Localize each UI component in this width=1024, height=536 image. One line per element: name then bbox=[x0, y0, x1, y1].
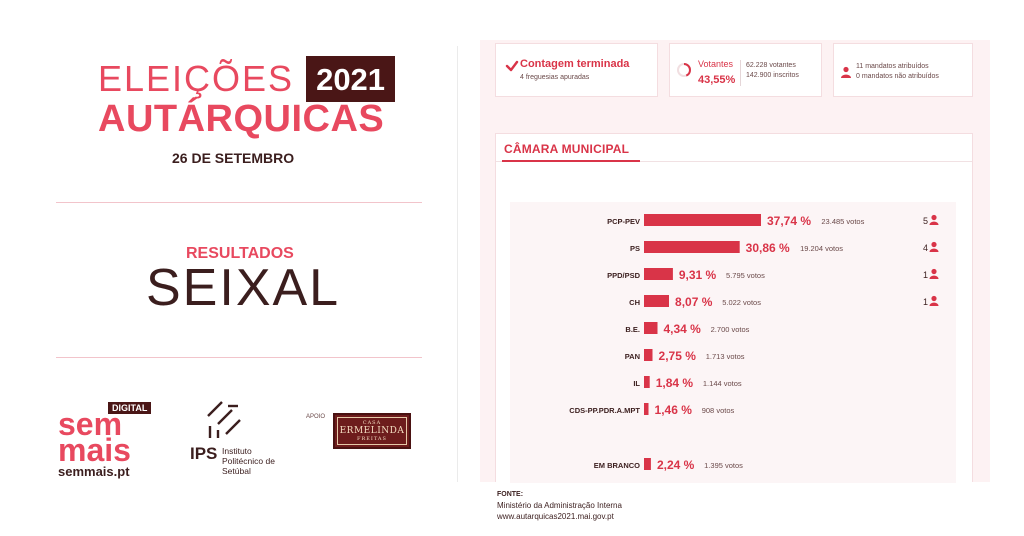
casa-logo-bottom: FREITAS bbox=[357, 436, 387, 442]
ips-text-line2: Politécnico de Setúbal bbox=[222, 456, 275, 476]
mandate-person-icon bbox=[930, 276, 939, 279]
mandate-person-icon bbox=[931, 242, 936, 247]
result-bar bbox=[644, 295, 669, 307]
bar-votes-label: 5.795 votos bbox=[726, 271, 765, 280]
turnout-label: Votantes bbox=[698, 59, 734, 69]
source-line1: Ministério da Administração Interna bbox=[497, 501, 622, 510]
bar-votes-label: 1.144 votos bbox=[702, 379, 742, 388]
bar-category-label: PCP-PEV bbox=[607, 217, 640, 226]
count-status-subtitle: 4 freguesias apuradas bbox=[520, 74, 590, 81]
ips-logo bbox=[190, 400, 300, 476]
bar-votes-label: 908 votos bbox=[701, 406, 735, 415]
result-bar bbox=[644, 322, 658, 334]
left-column bbox=[0, 0, 460, 536]
semmais-logo-line1: sem bbox=[58, 406, 123, 442]
bar-mandates-count: 4 bbox=[922, 243, 928, 253]
count-status-card bbox=[495, 43, 658, 97]
bar-percent-label: 1,46 % bbox=[654, 403, 692, 417]
apoio-label: APOIO bbox=[306, 414, 326, 420]
mandate-person-icon bbox=[931, 215, 936, 220]
turnout-divider bbox=[740, 60, 741, 86]
ips-letters: IPS bbox=[190, 444, 218, 463]
result-bar bbox=[644, 376, 650, 388]
casa-logo-name: ERMELINDA bbox=[339, 426, 405, 436]
semmais-url: semmais.pt bbox=[58, 464, 130, 479]
ips-text bbox=[222, 446, 300, 476]
result-bar bbox=[644, 458, 651, 470]
mandate-person-icon bbox=[930, 249, 939, 252]
bar-category-label: PPD/PSD bbox=[607, 271, 640, 280]
result-bar bbox=[644, 403, 649, 415]
vertical-divider bbox=[457, 46, 458, 482]
bar-mandates-count: 5 bbox=[922, 216, 928, 226]
turnout-ring-icon bbox=[676, 62, 692, 78]
bar-percent-label: 4,34 % bbox=[663, 322, 701, 336]
bar-votes-label: 1.713 votos bbox=[705, 352, 745, 361]
city-name: SEIXAL bbox=[146, 259, 341, 317]
results-bar-chart bbox=[510, 202, 956, 483]
bar-mandates-count: 1 bbox=[922, 297, 928, 307]
divider-top bbox=[56, 202, 422, 203]
bar-percent-label: 2,75 % bbox=[658, 349, 696, 363]
ips-mark-icon bbox=[204, 400, 244, 440]
bar-category-label: CH bbox=[629, 298, 640, 307]
turnout-voters: 62.228 votantes bbox=[746, 62, 796, 69]
turnout-registered: 142.900 inscritos bbox=[746, 72, 799, 79]
results-label: RESULTADOS bbox=[186, 245, 294, 262]
result-bar bbox=[644, 241, 740, 253]
person-icon bbox=[840, 66, 852, 78]
count-status-title: Contagem terminada bbox=[520, 58, 630, 70]
results-panel bbox=[480, 40, 990, 482]
semmais-digital-tag: DIGITAL bbox=[108, 402, 151, 414]
election-title-word: ELEIÇÕES bbox=[98, 58, 295, 99]
result-bar bbox=[644, 268, 673, 280]
mandate-person-icon bbox=[930, 222, 939, 225]
ips-text-line1: Instituto bbox=[222, 446, 252, 456]
election-date: 26 DE SETEMBRO bbox=[172, 150, 295, 166]
bar-votes-label: 2.700 votos bbox=[710, 325, 750, 334]
casa-logo-top: CASA bbox=[362, 420, 382, 426]
section-title: CÂMARA MUNICIPAL bbox=[504, 142, 630, 156]
divider-bottom bbox=[56, 357, 422, 358]
bar-percent-label: 30,86 % bbox=[745, 241, 790, 255]
bar-category-label: B.E. bbox=[625, 325, 640, 334]
bar-category-label: PS bbox=[629, 244, 640, 253]
mandates-assigned: 11 mandatos atribuídos bbox=[856, 63, 929, 70]
bar-votes-label: 5.022 votos bbox=[722, 298, 761, 307]
municipal-council-card bbox=[495, 133, 973, 482]
election-year-badge: 2021 bbox=[306, 56, 395, 102]
bar-percent-label: 37,74 % bbox=[766, 214, 812, 228]
bar-category-label: PAN bbox=[624, 352, 640, 361]
mandate-person-icon bbox=[931, 269, 936, 274]
bar-category-label: IL bbox=[633, 379, 640, 388]
section-title-underline bbox=[502, 160, 640, 162]
election-title-line1 bbox=[98, 56, 395, 102]
mandate-person-icon bbox=[930, 303, 939, 306]
results-chart-area bbox=[510, 202, 956, 483]
turnout-percent: 43,55% bbox=[698, 74, 736, 86]
bar-percent-label: 8,07 % bbox=[675, 295, 713, 309]
turnout-card bbox=[669, 43, 822, 97]
casa-logo-frame bbox=[337, 417, 407, 445]
bar-percent-label: 1,84 % bbox=[655, 376, 694, 390]
casa-ermelinda-freitas-logo bbox=[333, 413, 411, 449]
bar-percent-label: 2,24 % bbox=[656, 458, 695, 472]
bar-votes-label: 23.485 votos bbox=[821, 217, 865, 226]
source-line2: www.autarquicas2021.mai.gov.pt bbox=[497, 512, 614, 521]
semmais-logo-line2: mais bbox=[58, 432, 131, 468]
election-title-line2: AUTÁRQUICAS bbox=[98, 98, 385, 140]
mandates-unassigned: 0 mandatos não atribuídos bbox=[856, 73, 939, 80]
result-bar bbox=[644, 214, 761, 226]
mandate-person-icon bbox=[931, 296, 936, 301]
bar-percent-label: 9,31 % bbox=[678, 268, 717, 282]
checkmark-icon bbox=[504, 58, 520, 74]
bar-votes-label: 1.395 votos bbox=[704, 461, 743, 470]
bar-category-label: CDS-PP.PDR.A.MPT bbox=[569, 406, 640, 415]
bar-mandates-count: 1 bbox=[922, 270, 928, 280]
result-bar bbox=[644, 349, 653, 361]
mandates-card bbox=[833, 43, 973, 97]
semmais-logo bbox=[58, 402, 154, 482]
bar-votes-label: 19.204 votos bbox=[800, 244, 844, 253]
bar-category-label: EM BRANCO bbox=[593, 461, 640, 470]
source-label: FONTE: bbox=[497, 491, 524, 498]
